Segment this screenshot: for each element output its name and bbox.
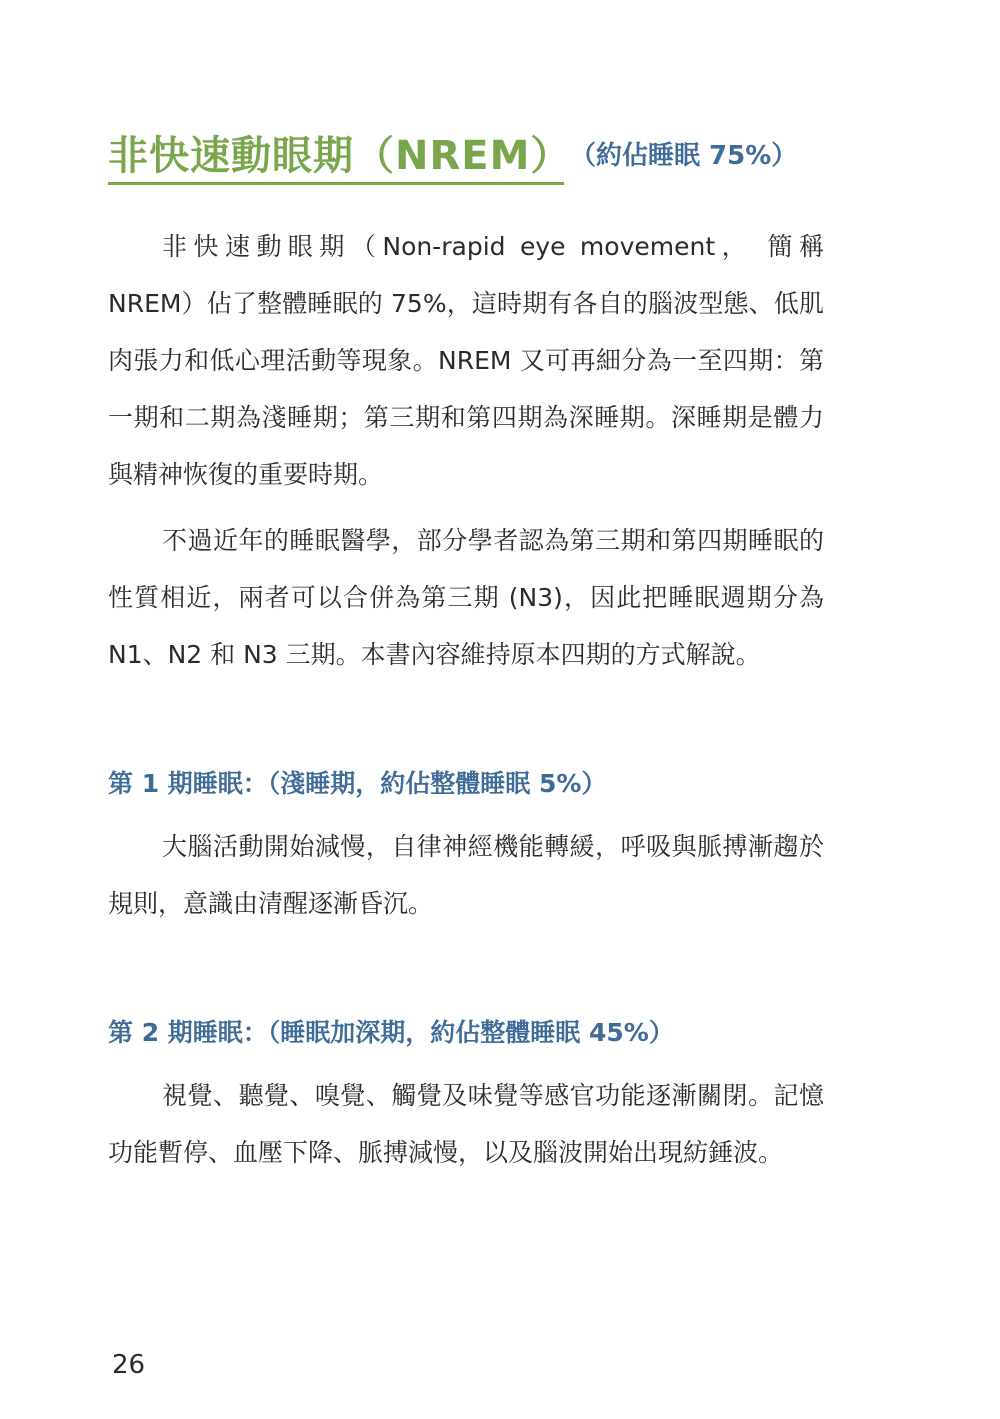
stage-1-heading: 第 1 期睡眠：（淺睡期，約佔整體睡眠 5%）	[108, 769, 607, 798]
intro-paragraph: 非快速動眼期（Non-rapid eye movement， 簡稱 NREM）佔了整體睡眠的 75%，這時期有各自的腦波型態、低肌肉張力和低心理活動等現象。NREM 又可再細分為一至四期：第一期和二期為淺睡期；第三期和第四期為深睡期。深睡期是體力與精神恢復的重要時期。	[108, 232, 824, 489]
stage-2-body: 視覺、聽覺、嗅覺、觸覺及味覺等感官功能逐漸關閉。記憶功能暫停、血壓下降、脈搏減慢，以及腦波開始出現紡錘波。	[108, 1081, 824, 1167]
heading-subtitle: （約佔睡眠 75%）	[570, 141, 798, 171]
heading-underline	[108, 182, 564, 185]
heading-title: 非快速動眼期（NREM）	[108, 133, 572, 179]
page-number: 26	[112, 1350, 146, 1380]
stage-2-heading: 第 2 期睡眠：（睡眠加深期，約佔整體睡眠 45%）	[108, 1018, 674, 1047]
chapter-heading	[108, 128, 808, 188]
note-paragraph: 不過近年的睡眠醫學，部分學者認為第三期和第四期睡眠的性質相近，兩者可以合併為第三期 (N3)，因此把睡眠週期分為 N1、N2 和 N3 三期。本書內容維持原本四期的方式解說。	[108, 526, 824, 669]
stage-1-body: 大腦活動開始減慢，自律神經機能轉緩，呼吸與脈搏漸趨於規則，意識由清醒逐漸昏沉。	[108, 832, 824, 918]
